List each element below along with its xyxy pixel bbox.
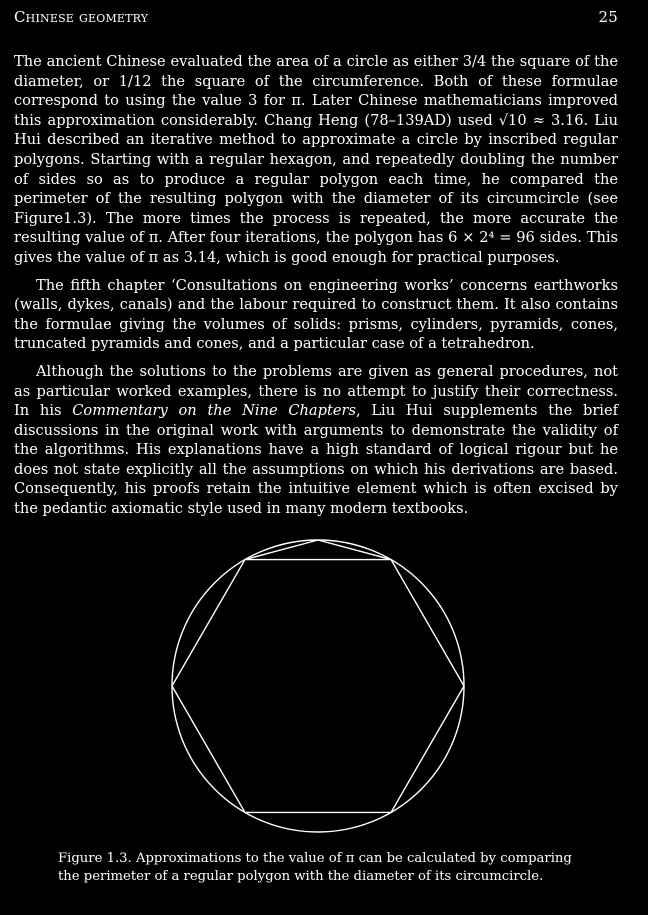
paragraph-3-end: , Liu Hui supplements the brief discussions in the original work with arguments to demonstrate the validity of the algorithms. His explanations have a high standard of logical rigour but he does not state explicitly all the assumptions on which his derivations are based. Consequently, his proofs retain the intuitive element which is often excised by the pedantic axiomatic style used in many modern textbooks. — [14, 402, 619, 518]
circumcircle — [172, 540, 464, 832]
paragraph-3-start: Although the solutions to the problems are given as general procedures, not as particular worked examples, there is no attempt to justify their correctness. In his — [14, 362, 618, 420]
figure-diagram — [170, 538, 466, 834]
figure-polygon-circle — [170, 538, 466, 834]
dodecagon-edge-1 — [245, 540, 318, 560]
running-head — [14, 8, 618, 26]
figure-caption: Figure 1.3. Approximations to the value of π can be calculated by comparing the perimeter of a regular polygon with the diameter of its circumcircle. — [58, 851, 572, 884]
body-text — [14, 52, 618, 527]
dodecagon-edge-2 — [318, 540, 391, 560]
paragraph-2: The fifth chapter ‘Consultations on engineering works’ concerns earthworks (walls, dykes, canals) and the labour required to construct them. It also contains the formulae giving the volumes of solids: prisms, cylinders, pyramids, cones, truncated pyramids and cones, and a particular case of a tetrahedron. — [14, 276, 618, 353]
paragraph-1: The ancient Chinese evaluated the area of a circle as either 3/4 the square of the diameter, or 1/12 the square of the circumference. Both of these formulae correspond to using the value 3 for π. Later Chinese mathematicians improved this approximation considerably. Chang Heng (78–139AD) used √10 ≈ 3.16. Liu Hui described an iterative method to approximate a circle by inscribed regular polygons. Starting with a regular hexagon, and repeatedly doubling the number of sides so as to produce a regular polygon each time, he compared the perimeter of the resulting polygon with the diameter of its circumcircle (see Figure1.3). The more times the process is repeated, the more accurate the resulting value of π. After four iterations, the polygon has 6 × 2⁴ = 96 sides. This gives the value of π as 3.14, which is good enough for practical purposes. — [14, 53, 618, 266]
book-title: Commentary on the Nine Chapters — [72, 402, 356, 420]
chapter-title: Chinese geometry — [14, 8, 149, 26]
inscribed-hexagon — [172, 560, 464, 813]
paragraph-3 — [14, 362, 618, 519]
page-number: 25 — [598, 8, 618, 26]
